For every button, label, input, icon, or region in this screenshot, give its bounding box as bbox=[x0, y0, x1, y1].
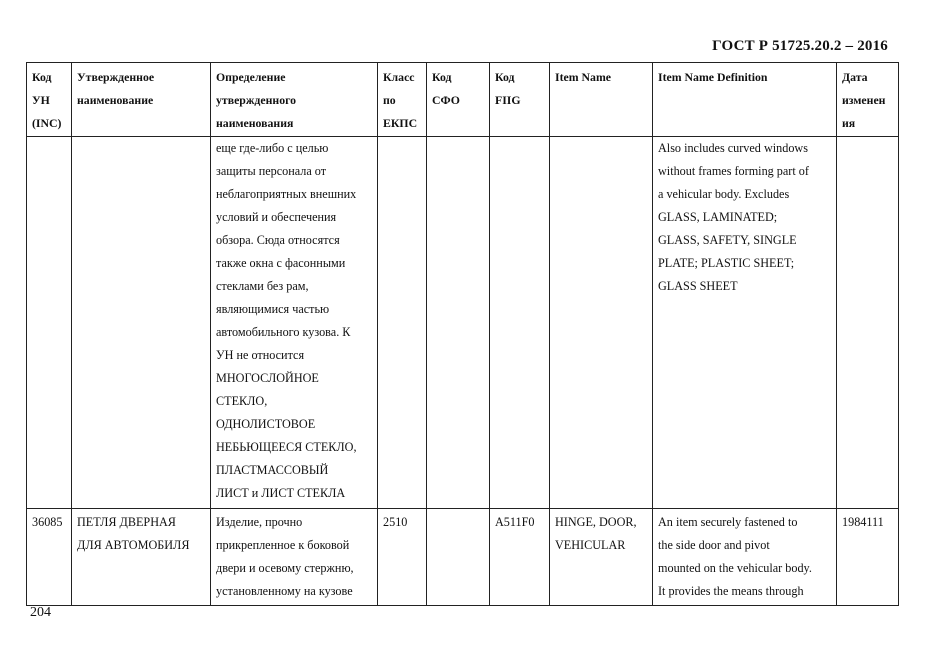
table-row-36085 bbox=[27, 509, 899, 606]
header-sfo-code: Код СФО bbox=[427, 63, 490, 137]
header-fiig-code: Код FIIG bbox=[490, 63, 550, 137]
item-name-table bbox=[26, 62, 899, 606]
cell-approved-name bbox=[72, 137, 211, 509]
page-number: 204 bbox=[30, 605, 51, 620]
cell-inc: 36085 bbox=[27, 509, 72, 606]
cell-definition: Изделие, прочно прикрепленное к боковой двери и осевому стержню, установленному на кузове bbox=[211, 509, 378, 606]
document-standard-header: ГОСТ Р 51725.20.2 – 2016 bbox=[712, 38, 888, 54]
header-inc: Код УН (INC) bbox=[27, 63, 72, 137]
cell-class bbox=[378, 137, 427, 509]
header-approved-name: Утвержденное наименование bbox=[72, 63, 211, 137]
cell-item-name-definition: Also includes curved windows without frames forming part of a vehicular body. Excludes GLASS, LAMINATED; GLASS, SAFETY, SINGLE PLATE; PLASTIC SHEET; GLASS SHEET bbox=[653, 137, 837, 509]
cell-sfo-code bbox=[427, 509, 490, 606]
cell-item-name: HINGE, DOOR, VEHICULAR bbox=[550, 509, 653, 606]
table-row-continuation bbox=[27, 137, 899, 509]
cell-class: 2510 bbox=[378, 509, 427, 606]
header-class: Класс по ЕКПС bbox=[378, 63, 427, 137]
header-item-name-definition: Item Name Definition bbox=[653, 63, 837, 137]
table-header-row bbox=[27, 63, 899, 137]
cell-definition: еще где-либо с целью защиты персонала от неблагоприятных внешних условий и обеспечения обзора. Сюда относятся также окна с фасонными стеклами без рам, являющимися частью автомобильного кузова. К УН не относится МНОГОСЛОЙНОЕ СТЕКЛО, ОДНОЛИСТОВОЕ НЕБЬЮЩЕЕСЯ СТЕКЛО, ПЛАСТМАССОВЫЙ ЛИСТ и ЛИСТ СТЕКЛА bbox=[211, 137, 378, 509]
cell-approved-name: ПЕТЛЯ ДВЕРНАЯ ДЛЯ АВТОМОБИЛЯ bbox=[72, 509, 211, 606]
cell-fiig-code bbox=[490, 137, 550, 509]
header-item-name: Item Name bbox=[550, 63, 653, 137]
header-definition: Определение утвержденного наименования bbox=[211, 63, 378, 137]
cell-item-name-definition: An item securely fastened to the side door and pivot mounted on the vehicular body. It provides the means through bbox=[653, 509, 837, 606]
cell-item-name bbox=[550, 137, 653, 509]
cell-change-date: 1984111 bbox=[837, 509, 899, 606]
cell-change-date bbox=[837, 137, 899, 509]
cell-fiig-code: A511F0 bbox=[490, 509, 550, 606]
cell-inc bbox=[27, 137, 72, 509]
cell-sfo-code bbox=[427, 137, 490, 509]
header-change-date: Дата изменен ия bbox=[837, 63, 899, 137]
